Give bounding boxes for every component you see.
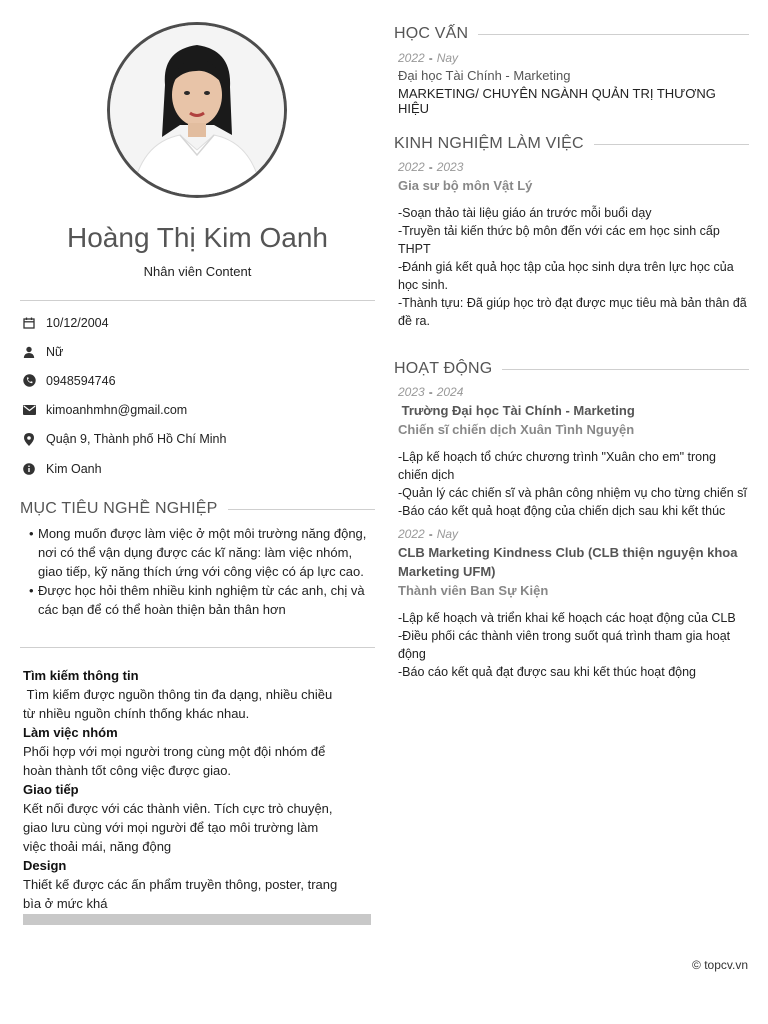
skill-description: Thiết kế được các ấn phẩm truyền thông, poster, trang bìa ở mức khá [23,877,338,911]
section-title [394,360,749,378]
description-line: -Đánh giá kết quả học tập của học sinh dựa trên lực học của học sinh. [398,260,734,292]
description-line: -Quản lý các chiến sĩ và phân công nhiệm vụ cho từng chiến sĩ [398,486,747,500]
calendar-icon [20,316,38,330]
education-section [394,25,749,116]
divider [20,300,375,301]
date-range: 2022 - Nay [398,51,459,65]
position-title: Gia sư bộ môn Vật Lý [398,178,533,193]
date-start: 2022 [398,160,425,174]
skill-name: Giao tiếp [23,782,79,797]
contact-value: 0948594746 [46,373,116,388]
career-objective-section [20,500,375,619]
date-range: 2022 - 2023 [398,160,464,174]
date-range: 2023 - 2024 [398,385,464,399]
date-start: 2022 [398,527,425,541]
objective-list [20,524,375,619]
contact-value: Kim Oanh [46,461,102,476]
contact-phone [20,366,375,395]
section-title-rule [478,34,749,35]
footer-credit: © topcv.vn [692,958,748,972]
portrait-photo [110,25,284,195]
date-range: 2022 - Nay [398,527,459,541]
activity-description [398,448,749,520]
skill-name: Tìm kiếm thông tin [23,668,139,683]
experience-section [394,135,749,330]
description-line: -Báo cáo kết quả đạt được sau khi kết thúc hoạt động [398,665,697,679]
skill-description: Kết nối được với các thành viên. Tích cực trò chuyện, giao lưu cùng với mọi người để tạo môi trường làm việc thoải mái, năng động [23,801,333,854]
date-end: 2023 [436,160,464,174]
activity-organization: Trường Đại học Tài Chính - Marketing [398,403,635,418]
avatar [107,22,287,198]
person-icon [20,345,38,359]
section-title-text: HOẠT ĐỘNG [394,360,493,377]
description-line: -Soạn thảo tài liệu giáo án trước mỗi buổi dạy [398,206,652,220]
objective-item: • Được học hỏi thêm nhiều kinh nghiệm từ các anh, chị và các bạn để có thể hoàn thiện bản thân hơn [20,581,375,619]
activities-section [394,360,749,681]
date-start: 2023 [398,385,425,399]
description-line: -Lập kế hoạch tổ chức chương trình "Xuân cho em" trong chiến dịch [398,450,717,482]
skill-description: Tìm kiếm được nguồn thông tin đa dạng, nhiều chiều từ nhiều nguồn chính thống khác nhau. [23,687,336,721]
activity-role: Thành viên Ban Sự Kiện [398,583,549,598]
contact-value: Nữ [46,344,64,359]
contact-value: kimoanhmhn@gmail.com [46,403,188,418]
phone-icon [20,374,38,388]
date-end: 2024 [436,385,464,399]
description-line: -Lập kế hoạch và triển khai kế hoạch các hoạt động của CLB [398,611,736,625]
section-title-rule [502,369,749,370]
section-title-text: KINH NGHIỆM LÀM VIỆC [394,135,584,152]
skill-description: Phối hợp với mọi người trong cùng một đội nhóm để hoàn thành tốt công việc được giao. [23,744,326,778]
activity-description [398,609,749,681]
info-icon [20,462,38,476]
date-end: Nay [436,51,459,65]
section-title [20,500,375,518]
divider [20,647,375,648]
contact-value: 10/12/2004 [46,315,109,330]
activity-organization: CLB Marketing Kindness Club (CLB thiện nguyện khoa Marketing UFM) [398,545,738,579]
section-title-text: HỌC VẤN [394,25,469,42]
contact-email [20,396,375,425]
candidate-name: Hoàng Thị Kim Oanh [67,222,328,253]
description-line: -Báo cáo kết quả hoạt động của chiến dịch sau khi kết thúc [398,504,726,518]
contact-gender [20,337,375,366]
experience-description [394,204,749,330]
objective-item: • Mong muốn được làm việc ở một môi trường năng động, nơi có thể vận dụng được các kĩ năng: làm việc nhóm, giao tiếp, kỹ năng thích ứng với công việc có áp lực cao. [20,524,375,581]
date-start: 2022 [398,51,425,65]
description-line: -Điều phối các thành viên trong suốt quá trình tham gia hoạt động [398,629,731,661]
mail-icon [20,403,38,417]
location-icon [20,432,38,446]
section-title-rule [594,144,749,145]
activity-item [394,527,749,681]
section-title-rule [228,509,376,510]
school-name: Đại học Tài Chính - Marketing [398,68,571,83]
skill-name: Design [23,858,67,873]
description-line: -Truyền tải kiến thức bộ môn đến với các em học sinh cấp THPT [398,224,720,256]
skills-section [23,666,343,913]
date-end: Nay [436,527,459,541]
contact-value: Quận 9, Thành phố Hồ Chí Minh [46,432,227,447]
major: MARKETING/ CHUYÊN NGÀNH QUẢN TRỊ THƯƠNG HIỆU [398,86,716,116]
skill-level-bar [23,914,371,925]
skill-name: Làm việc nhóm [23,725,118,740]
section-title [394,25,749,43]
section-title-text: MỤC TIÊU NGHỀ NGHIỆP [20,500,218,517]
job-title: Nhân viên Content [143,264,252,279]
contact-nickname [20,454,375,483]
activity-item [394,385,749,520]
contact-birthday [20,308,375,337]
contact-list [20,308,375,483]
description-line: -Thành tựu: Đã giúp học trò đạt được mục tiêu mà bản thân đã đề ra. [398,296,747,328]
activity-role: Chiến sĩ chiến dịch Xuân Tình Nguyện [398,422,635,437]
contact-address [20,425,375,454]
section-title [394,135,749,153]
